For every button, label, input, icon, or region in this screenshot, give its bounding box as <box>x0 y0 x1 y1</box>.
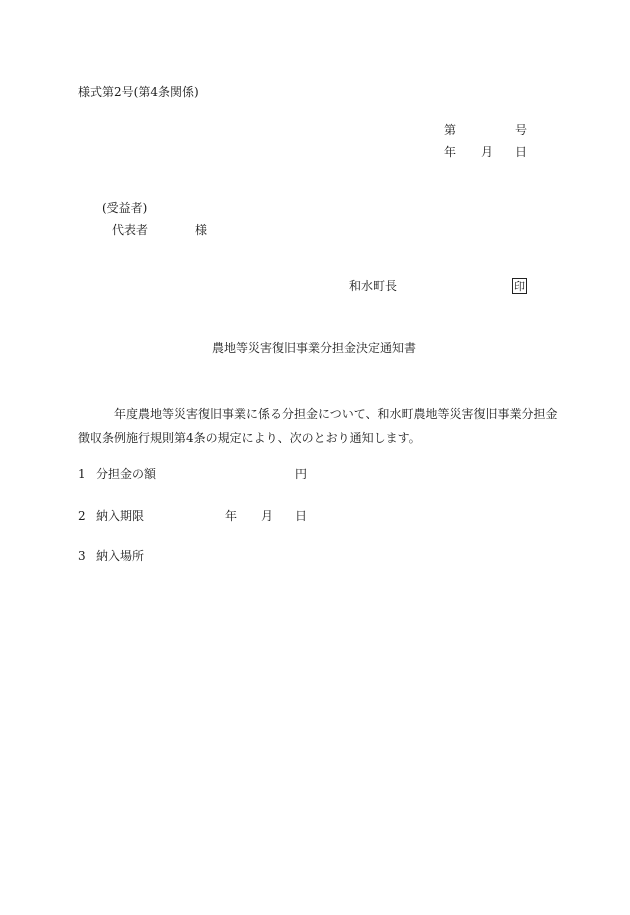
header-day: 日 <box>515 145 528 159</box>
issuer-name: 和水町長 <box>349 279 398 293</box>
document-title: 農地等災害復旧事業分担金決定通知書 <box>212 341 417 355</box>
body-line-1: 年度農地等災害復旧事業に係る分担金について、和水町農地等災害復旧事業分担金 <box>114 407 558 421</box>
item-2-month: 月 <box>261 509 274 523</box>
item-1-number: 1 <box>78 467 86 481</box>
item-2-year: 年 <box>225 509 238 523</box>
header-dai: 第 <box>444 123 457 137</box>
item-1-label: 分担金の額 <box>96 467 157 481</box>
recipient-representative: 代表者 <box>112 223 149 237</box>
item-2-day: 日 <box>295 509 308 523</box>
body-line-2: 徴収条例施行規則第4条の規定により、次のとおり通知します。 <box>78 431 421 445</box>
item-3-label: 納入場所 <box>96 549 145 563</box>
form-number: 様式第2号(第4条関係) <box>78 85 199 99</box>
item-1-unit: 円 <box>295 467 308 481</box>
body-paragraph <box>78 402 568 450</box>
recipient-sama: 様 <box>195 223 208 237</box>
header-month: 月 <box>481 145 494 159</box>
item-2-label: 納入期限 <box>96 509 145 523</box>
header-go: 号 <box>515 123 528 137</box>
item-3-number: 3 <box>78 549 86 563</box>
seal-mark: 印 <box>514 280 525 293</box>
item-2-number: 2 <box>78 509 86 523</box>
header-year: 年 <box>444 145 457 159</box>
recipient-label: (受益者) <box>102 201 148 215</box>
